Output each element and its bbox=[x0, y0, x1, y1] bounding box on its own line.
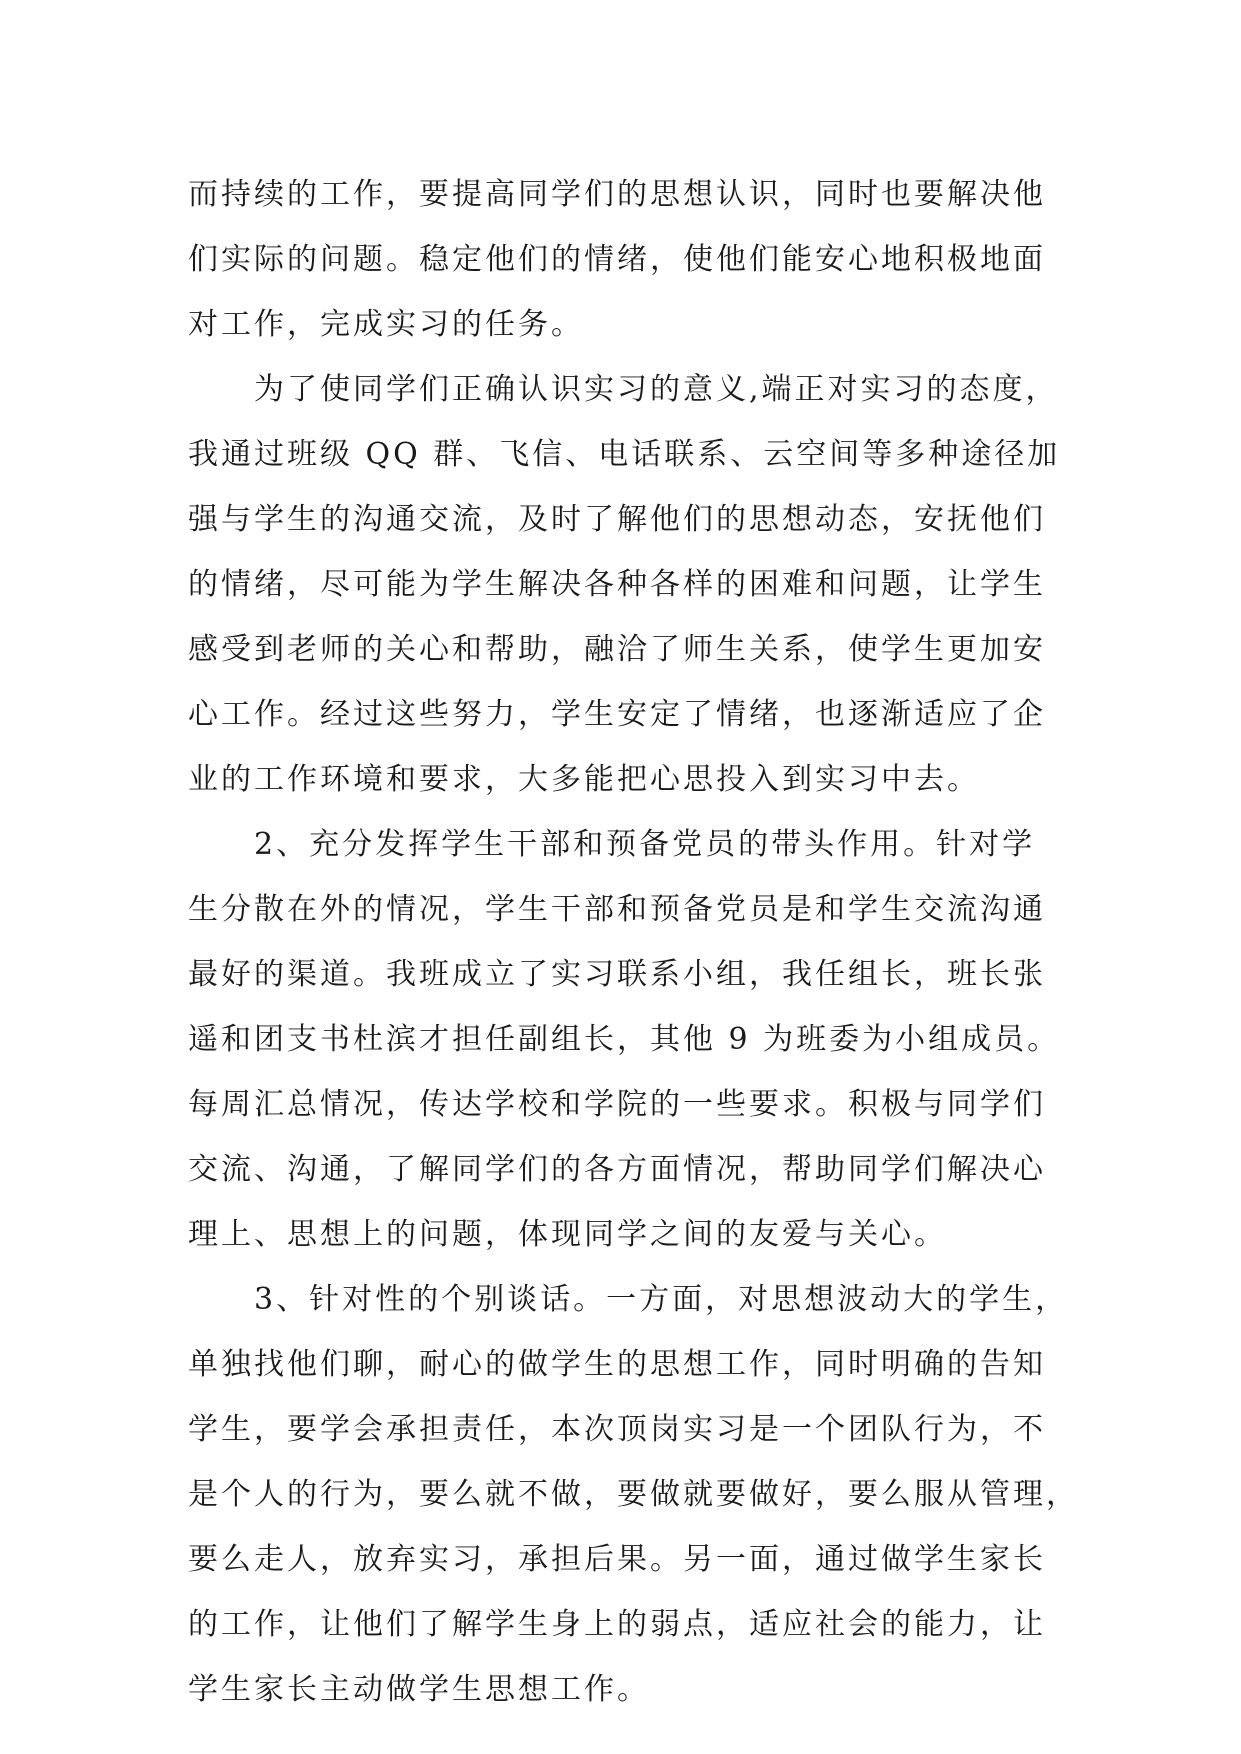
paragraph-line: 为了使同学们正确认识实习的意义,端正对实习的态度， bbox=[254, 372, 1059, 407]
paragraph-line: 而持续的工作，要提高同学们的思想认识，同时也要解决他 bbox=[188, 177, 1046, 212]
paragraph-line: 交流、沟通，了解同学们的各方面情况，帮助同学们解决心 bbox=[188, 1152, 1046, 1187]
paragraph-line: 们实际的问题。稳定他们的情绪，使他们能安心地积极地面 bbox=[188, 242, 1046, 277]
paragraph-line: 的情绪，尽可能为学生解决各种各样的困难和问题，让学生 bbox=[188, 567, 1046, 602]
paragraph-line: 学生家长主动做学生思想工作。 bbox=[188, 1672, 650, 1707]
paragraph-line: 我通过班级 QQ 群、飞信、电话联系、云空间等多种途径加 bbox=[188, 437, 1061, 472]
paragraph bbox=[188, 357, 1068, 812]
paragraph-line: 要么走人，放弃实习，承担后果。另一面，通过做学生家长 bbox=[188, 1542, 1046, 1577]
paragraph-line: 感受到老师的关心和帮助，融洽了师生关系，使学生更加安 bbox=[188, 632, 1046, 667]
paragraph-line: 是个人的行为，要么就不做，要做就要做好，要么服从管理， bbox=[188, 1477, 1079, 1512]
paragraph-line: 学生，要学会承担责任，本次顶岗实习是一个团队行为，不 bbox=[188, 1412, 1046, 1447]
paragraph bbox=[188, 812, 1068, 1267]
paragraph-line: 单独找他们聊，耐心的做学生的思想工作，同时明确的告知 bbox=[188, 1347, 1046, 1382]
paragraph-line: 业的工作环境和要求，大多能把心思投入到实习中去。 bbox=[188, 762, 980, 797]
paragraph-line: 强与学生的沟通交流，及时了解他们的思想动态，安抚他们 bbox=[188, 502, 1046, 537]
paragraph-line: 心工作。经过这些努力，学生安定了情绪，也逐渐适应了企 bbox=[188, 697, 1046, 732]
paragraph-line: 2、充分发挥学生干部和预备党员的带头作用。针对学 bbox=[254, 827, 1036, 862]
paragraph-line: 3、针对性的个别谈话。一方面，对思想波动大的学生， bbox=[254, 1282, 1069, 1317]
paragraph-line: 生分散在外的情况，学生干部和预备党员是和学生交流沟通 bbox=[188, 892, 1046, 927]
paragraph-line: 每周汇总情况，传达学校和学院的一些要求。积极与同学们 bbox=[188, 1087, 1046, 1122]
paragraph bbox=[188, 1267, 1079, 1722]
paragraph-line: 对工作，完成实习的任务。 bbox=[188, 307, 584, 342]
document-body bbox=[188, 162, 1079, 1722]
paragraph bbox=[188, 162, 1068, 357]
paragraph-line: 遥和团支书杜滨才担任副组长，其他 9 为班委为小组成员。 bbox=[188, 1022, 1061, 1057]
paragraph-line: 理上、思想上的问题，体现同学之间的友爱与关心。 bbox=[188, 1217, 947, 1252]
paragraph-line: 最好的渠道。我班成立了实习联系小组，我任组长，班长张 bbox=[188, 957, 1046, 992]
paragraph-line: 的工作，让他们了解学生身上的弱点，适应社会的能力，让 bbox=[188, 1607, 1046, 1642]
